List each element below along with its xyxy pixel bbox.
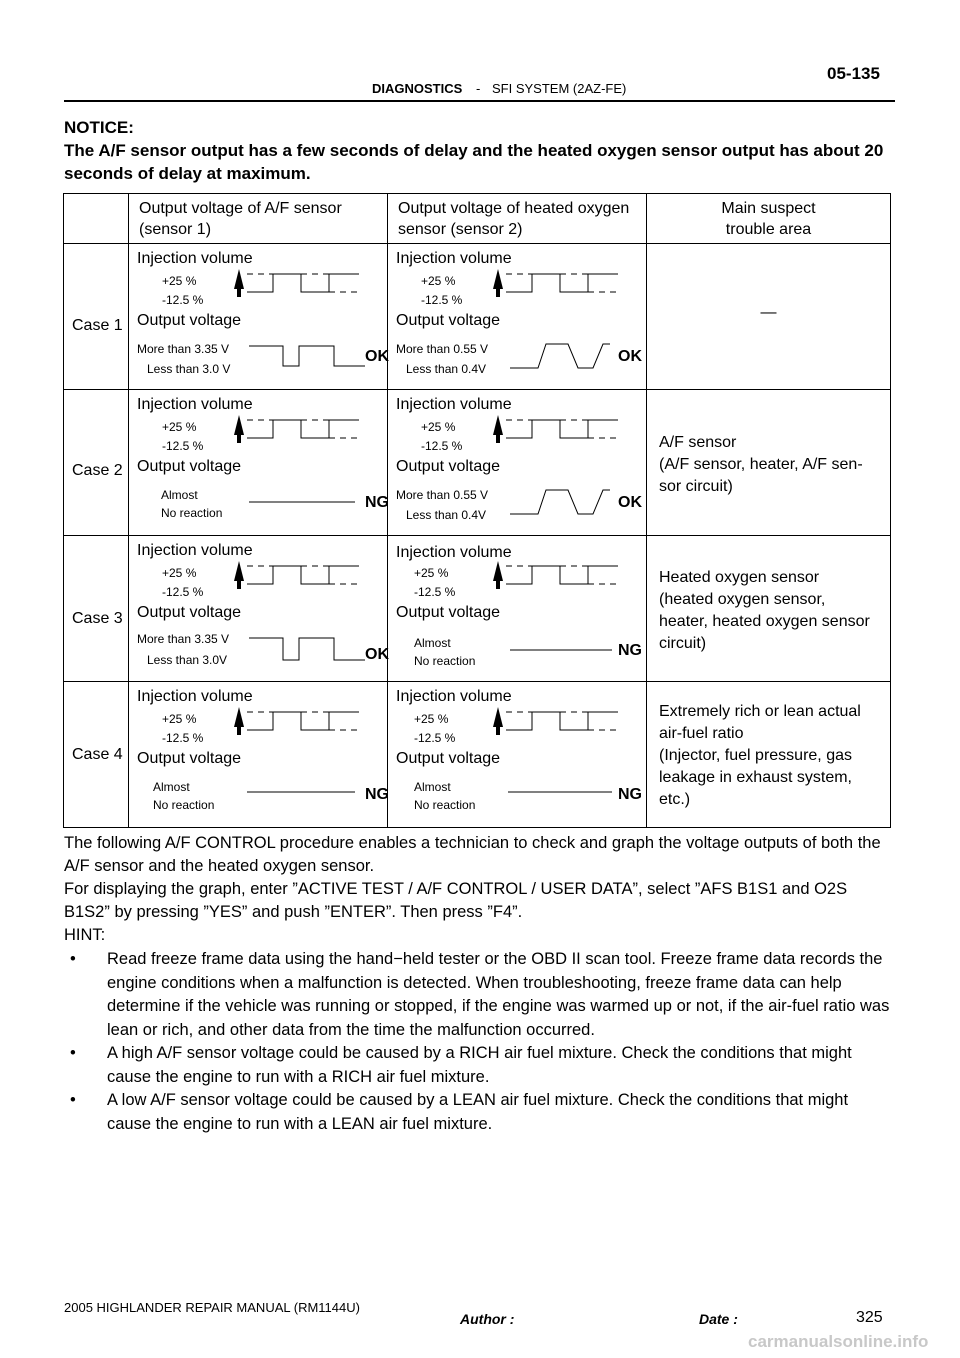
bullet-text: A high A/F sensor voltage could be caused by a RICH air fuel mixture. Check the conditions that might cause the engine to run with a RICH air fuel mixture. xyxy=(107,1044,852,1086)
result-ng: NG xyxy=(618,786,642,803)
low-voltage-label: Less than 0.4V xyxy=(406,362,487,376)
suspect-line: Heated oxygen sensor xyxy=(659,569,820,586)
plus25-label: +25 % xyxy=(414,566,449,580)
header-ho2-line1: Output voltage of heated oxygen xyxy=(398,200,630,217)
hint-list xyxy=(64,948,896,1136)
author-label: Author : xyxy=(460,1311,515,1327)
plus25-label: +25 % xyxy=(162,420,197,434)
high-voltage-label: More than 3.35 V xyxy=(137,342,230,356)
flat-voltage-line xyxy=(388,682,646,827)
suspect-line: circuit) xyxy=(659,635,707,652)
result-ng: NG xyxy=(365,786,389,803)
output-voltage-label: Output voltage xyxy=(396,458,501,475)
table-row-case-3 xyxy=(64,536,891,682)
plus25-label: +25 % xyxy=(162,274,197,288)
minus12-label: -12.5 % xyxy=(421,293,463,307)
ho2-voltage-waveform xyxy=(388,244,646,389)
manual-title: 2005 HIGHLANDER REPAIR MANUAL (RM1144U) xyxy=(64,1300,360,1315)
hint-heading: HINT: xyxy=(64,926,106,944)
result-ok: OK xyxy=(365,646,389,663)
minus12-label: -12.5 % xyxy=(162,585,204,599)
minus12-label: -12.5 % xyxy=(414,731,456,745)
suspect-line: Extremely rich or lean actual xyxy=(659,703,861,720)
case-label: Case 2 xyxy=(72,462,123,479)
header-suspect-line1: Main suspect xyxy=(721,200,816,217)
bullet-icon: • xyxy=(70,1044,76,1062)
output-voltage-label: Output voltage xyxy=(137,312,242,329)
almost-label: Almost xyxy=(414,636,451,650)
case-cell xyxy=(64,244,129,390)
header-af-sensor xyxy=(129,194,388,244)
bullet-text: Read freeze frame data using the hand−held tester or the OBD II scan tool. Freeze frame data records the engine conditions when a malfunction is detected. When troubleshooting, freeze frame data can help determine if the vehicle was running or stopped, if the engine was warmed up or not, if the air-fuel ratio was lean or rich, and other data from the time the malfunction occurred. xyxy=(107,950,890,1039)
case-label: Case 4 xyxy=(72,746,123,763)
ho2-sensor-cell xyxy=(388,536,647,682)
suspect-line: (Injector, fuel pressure, gas xyxy=(659,747,852,764)
suspect-line: (heated oxygen sensor, xyxy=(659,591,826,608)
injection-volume-label: Injection volume xyxy=(137,396,253,413)
injection-volume-label: Injection volume xyxy=(396,396,512,413)
af-sensor-cell xyxy=(129,244,388,390)
result-ng: NG xyxy=(618,642,642,659)
output-voltage-label: Output voltage xyxy=(137,458,242,475)
plus25-label: +25 % xyxy=(162,566,197,580)
list-item xyxy=(64,948,896,1042)
case-label: Case 1 xyxy=(72,317,123,334)
table-row-case-4 xyxy=(64,682,891,828)
output-voltage-label: Output voltage xyxy=(396,604,501,621)
header-af-line2: (sensor 1) xyxy=(139,221,212,238)
ho2-sensor-cell xyxy=(388,390,647,536)
injection-volume-label: Injection volume xyxy=(396,250,512,267)
no-reaction-label: No reaction xyxy=(161,506,223,520)
header-separator: - xyxy=(476,81,481,96)
notice-text: The A/F sensor output has a few seconds of delay and the heated oxygen sensor output has about 20 seconds of delay at maximum. xyxy=(64,141,884,183)
body-paragraph-2: For displaying the graph, enter ”ACTIVE TEST / A/F CONTROL / USER DATA”, select ”AFS B1S1 and O2S B1S2” by pressing ”YES” and push ”ENTER”. Then press ”F4”. xyxy=(64,880,848,921)
almost-label: Almost xyxy=(414,780,451,794)
af-voltage-waveform xyxy=(129,536,387,681)
page-number: 05-135 xyxy=(827,64,880,83)
af-voltage-waveform xyxy=(129,244,387,389)
suspect-text xyxy=(647,682,890,811)
suspect-cell xyxy=(647,390,891,536)
date-label: Date : xyxy=(699,1311,738,1327)
flat-voltage-line xyxy=(129,390,387,535)
injection-volume-label: Injection volume xyxy=(137,688,253,705)
low-voltage-label: Less than 3.0V xyxy=(147,653,228,667)
suspect-none: — xyxy=(760,304,777,321)
body-paragraph-1: The following A/F CONTROL procedure enables a technician to check and graph the voltage outputs of both the A/F sensor and the heated oxygen sensor. xyxy=(64,834,881,875)
list-item xyxy=(64,1042,896,1089)
low-voltage-label: Less than 3.0 V xyxy=(147,362,231,376)
result-ok: OK xyxy=(365,348,389,365)
header-empty-cell xyxy=(64,194,129,244)
suspect-text xyxy=(647,536,890,655)
almost-label: Almost xyxy=(153,780,190,794)
section-title: DIAGNOSTICS xyxy=(372,81,463,96)
output-voltage-label: Output voltage xyxy=(396,312,501,329)
table-header-row xyxy=(64,194,891,244)
suspect-line: sor circuit) xyxy=(659,478,733,495)
suspect-line: A/F sensor xyxy=(659,434,737,451)
plus25-label: +25 % xyxy=(421,274,456,288)
case-cell xyxy=(64,682,129,828)
suspect-line: (A/F sensor, heater, A/F sen- xyxy=(659,456,863,473)
result-ok: OK xyxy=(618,348,642,365)
minus12-label: -12.5 % xyxy=(414,585,456,599)
case-cell xyxy=(64,390,129,536)
output-voltage-label: Output voltage xyxy=(396,750,501,767)
suspect-cell xyxy=(647,682,891,828)
injection-volume-label: Injection volume xyxy=(137,250,253,267)
injection-volume-label: Injection volume xyxy=(396,544,512,561)
table-row-case-1 xyxy=(64,244,891,390)
suspect-line: leakage in exhaust system, xyxy=(659,769,852,786)
ho2-sensor-cell xyxy=(388,244,647,390)
watermark: carmanualsonline.info xyxy=(748,1332,929,1351)
header-ho2-line2: sensor (sensor 2) xyxy=(398,221,523,238)
high-voltage-label: More than 0.55 V xyxy=(396,488,489,502)
suspect-cell xyxy=(647,244,891,390)
list-item xyxy=(64,1089,896,1136)
low-voltage-label: Less than 0.4V xyxy=(406,508,487,522)
notice-block xyxy=(64,116,904,185)
no-reaction-label: No reaction xyxy=(153,798,215,812)
header-rule xyxy=(64,100,895,102)
suspect-cell xyxy=(647,536,891,682)
output-voltage-label: Output voltage xyxy=(137,750,242,767)
suspect-line: etc.) xyxy=(659,791,691,808)
plus25-label: +25 % xyxy=(421,420,456,434)
header-suspect-line2: trouble area xyxy=(725,221,812,238)
notice-heading: NOTICE: xyxy=(64,118,134,137)
high-voltage-label: More than 3.35 V xyxy=(137,632,230,646)
almost-label: Almost xyxy=(161,488,198,502)
minus12-label: -12.5 % xyxy=(162,439,204,453)
table-row-case-2 xyxy=(64,390,891,536)
suspect-line: heater, heated oxygen sensor xyxy=(659,613,870,630)
ho2-voltage-waveform xyxy=(388,390,646,535)
plus25-label: +25 % xyxy=(162,712,197,726)
result-ng: NG xyxy=(365,494,389,511)
case-cell xyxy=(64,536,129,682)
no-reaction-label: No reaction xyxy=(414,654,476,668)
output-voltage-label: Output voltage xyxy=(137,604,242,621)
minus12-label: -12.5 % xyxy=(162,293,204,307)
suspect-text xyxy=(647,390,890,498)
high-voltage-label: More than 0.55 V xyxy=(396,342,489,356)
bullet-icon: • xyxy=(70,950,76,968)
no-reaction-label: No reaction xyxy=(414,798,476,812)
af-sensor-cell xyxy=(129,390,388,536)
bullet-text: A low A/F sensor voltage could be caused by a LEAN air fuel mixture. Check the conditions that might cause the engine to run with a LEAN air fuel mixture. xyxy=(107,1091,849,1133)
plus25-label: +25 % xyxy=(414,712,449,726)
header-suspect xyxy=(647,194,891,244)
case-label: Case 3 xyxy=(72,610,123,627)
diagnosis-table xyxy=(63,193,891,828)
ho2-sensor-cell xyxy=(388,682,647,828)
minus12-label: -12.5 % xyxy=(421,439,463,453)
flat-voltage-line xyxy=(129,682,387,827)
minus12-label: -12.5 % xyxy=(162,731,204,745)
footer-page-number: 325 xyxy=(856,1309,883,1326)
af-sensor-cell xyxy=(129,682,388,828)
suspect-line: air-fuel ratio xyxy=(659,725,744,742)
subsection-title: SFI SYSTEM (2AZ-FE) xyxy=(492,81,627,96)
af-sensor-cell xyxy=(129,536,388,682)
injection-volume-label: Injection volume xyxy=(137,542,253,559)
flat-voltage-line xyxy=(388,536,646,681)
result-ok: OK xyxy=(618,494,642,511)
bullet-icon: • xyxy=(70,1091,76,1109)
header-af-line1: Output voltage of A/F sensor xyxy=(139,200,342,217)
header-ho2-sensor xyxy=(388,194,647,244)
injection-volume-label: Injection volume xyxy=(396,688,512,705)
